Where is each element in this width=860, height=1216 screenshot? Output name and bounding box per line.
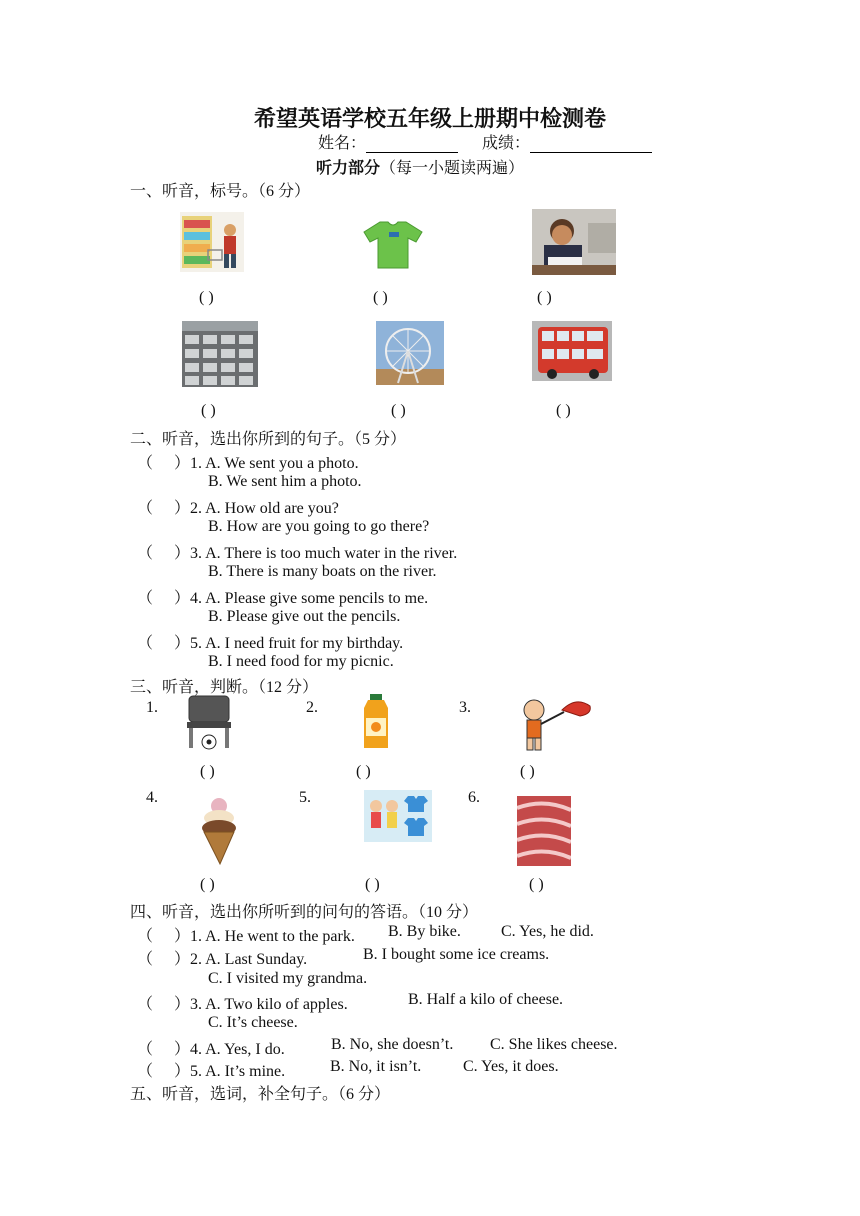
answer-box-4-1[interactable]: （ bbox=[137, 928, 154, 945]
answer-box-2-2[interactable]: （ bbox=[137, 500, 154, 517]
q4-2-option-b: B. I bought some ice creams. bbox=[363, 946, 550, 963]
q4-4-option-b: B. No, she doesn’t. bbox=[331, 1036, 454, 1053]
answer-box-1-6[interactable]: ( ) bbox=[556, 402, 571, 419]
juice-bottle-picture bbox=[360, 694, 392, 750]
q4-5-option-b: B. No, it isn’t. bbox=[330, 1058, 422, 1075]
answer-box-2-1[interactable]: （ bbox=[137, 455, 154, 472]
listening-title: 听力部分 bbox=[316, 160, 381, 177]
answer-box-2-3[interactable]: （ bbox=[137, 545, 154, 562]
q4-3-option-c: C. It’s cheese. bbox=[208, 1014, 298, 1031]
score-field bbox=[482, 130, 652, 153]
traffic-jam-picture bbox=[182, 321, 258, 387]
answer-box-4-5[interactable]: （ bbox=[137, 1063, 154, 1080]
answer-box-4-4[interactable]: （ bbox=[137, 1041, 154, 1058]
ice-cream-picture bbox=[196, 796, 242, 866]
answer-box-1-4[interactable]: ( ) bbox=[201, 402, 216, 419]
section5-heading: 五、听音，选词，补全句子。（6 分） bbox=[130, 1086, 391, 1103]
chair-picture bbox=[183, 694, 235, 750]
answer-box-3-2[interactable]: ( ) bbox=[356, 763, 371, 780]
q4-3-option-b: B. Half a kilo of cheese. bbox=[408, 991, 564, 1008]
score-label: 成绩： bbox=[482, 135, 531, 152]
answer-box-3-3[interactable]: ( ) bbox=[520, 763, 535, 780]
answer-box-3-6[interactable]: ( ) bbox=[529, 876, 544, 893]
listening-note: （每一小题读两遍） bbox=[380, 160, 525, 177]
answer-box-2-4[interactable]: （ bbox=[137, 590, 154, 607]
q2-2-option-a: ）2. A. How old are you? bbox=[174, 500, 339, 517]
answer-box-1-1[interactable]: ( ) bbox=[199, 289, 214, 306]
q2-5-option-b: B. I need food for my picnic. bbox=[208, 653, 394, 670]
q4-2-option-a: ）2. A. Last Sunday. bbox=[174, 951, 308, 968]
s3-number-5: 5. bbox=[299, 789, 311, 806]
q2-1-option-b: B. We sent him a photo. bbox=[208, 473, 362, 490]
section3-heading: 三、听音，判断。（12 分） bbox=[130, 679, 319, 696]
q2-3-option-a: ）3. A. There is too much water in the river. bbox=[174, 545, 458, 562]
q4-1-option-b: B. By bike. bbox=[388, 923, 461, 940]
red-bus-picture bbox=[532, 321, 612, 381]
q2-1-option-a: ）1. A. We sent you a photo. bbox=[174, 455, 359, 472]
t-shirt-picture bbox=[362, 220, 424, 270]
answer-box-3-1[interactable]: ( ) bbox=[200, 763, 215, 780]
q2-4-option-b: B. Please give out the pencils. bbox=[208, 608, 401, 625]
q4-4-option-a: ）4. A. Yes, I do. bbox=[174, 1041, 285, 1058]
section1-heading: 一、听音，标号。（6 分） bbox=[130, 183, 311, 200]
answer-box-1-3[interactable]: ( ) bbox=[537, 289, 552, 306]
answer-box-1-5[interactable]: ( ) bbox=[391, 402, 406, 419]
exam-title: 希望英语学校五年级上册期中检测卷 bbox=[253, 106, 606, 131]
supermarket-picture bbox=[180, 212, 244, 272]
section4-heading: 四、听音，选出你所听到的问句的答语。（10 分） bbox=[130, 904, 479, 921]
s3-number-6: 6. bbox=[468, 789, 480, 806]
listening-heading bbox=[316, 155, 524, 178]
answer-box-4-3[interactable]: （ bbox=[137, 996, 154, 1013]
q4-2-option-c: C. I visited my grandma. bbox=[208, 970, 368, 987]
answer-box-2-5[interactable]: （ bbox=[137, 635, 154, 652]
name-blank[interactable] bbox=[366, 136, 458, 153]
s3-number-2: 2. bbox=[306, 699, 318, 716]
boy-reading-picture bbox=[532, 209, 616, 275]
s3-number-3: 3. bbox=[459, 699, 471, 716]
q2-3-option-b: B. There is many boats on the river. bbox=[208, 563, 437, 580]
q4-5-option-a: ）5. A. It’s mine. bbox=[174, 1063, 286, 1080]
s3-number-1: 1. bbox=[146, 699, 158, 716]
section2-heading: 二、听音，选出你所到的句子。（5 分） bbox=[130, 431, 407, 448]
name-field bbox=[318, 130, 458, 153]
answer-box-3-4[interactable]: ( ) bbox=[200, 876, 215, 893]
name-label: 姓名： bbox=[318, 135, 367, 152]
q4-3-option-a: ）3. A. Two kilo of apples. bbox=[174, 996, 348, 1013]
q4-1-option-a: ）1. A. He went to the park. bbox=[174, 928, 355, 945]
score-blank[interactable] bbox=[530, 136, 652, 153]
answer-box-1-2[interactable]: ( ) bbox=[373, 289, 388, 306]
ferris-wheel-picture bbox=[376, 321, 444, 385]
q2-4-option-a: ）4. A. Please give some pencils to me. bbox=[174, 590, 429, 607]
s3-number-4: 4. bbox=[146, 789, 158, 806]
q4-5-option-c: C. Yes, it does. bbox=[463, 1058, 559, 1075]
q2-2-option-b: B. How are you going to go there? bbox=[208, 518, 430, 535]
kids-shirts-picture bbox=[364, 790, 432, 842]
meat-picture bbox=[517, 796, 571, 866]
answer-box-4-2[interactable]: （ bbox=[137, 951, 154, 968]
answer-box-3-5[interactable]: ( ) bbox=[365, 876, 380, 893]
q4-1-option-c: C. Yes, he did. bbox=[501, 923, 594, 940]
q2-5-option-a: ）5. A. I need fruit for my birthday. bbox=[174, 635, 404, 652]
q4-4-option-c: C. She likes cheese. bbox=[490, 1036, 618, 1053]
boy-cap-picture bbox=[518, 694, 594, 754]
